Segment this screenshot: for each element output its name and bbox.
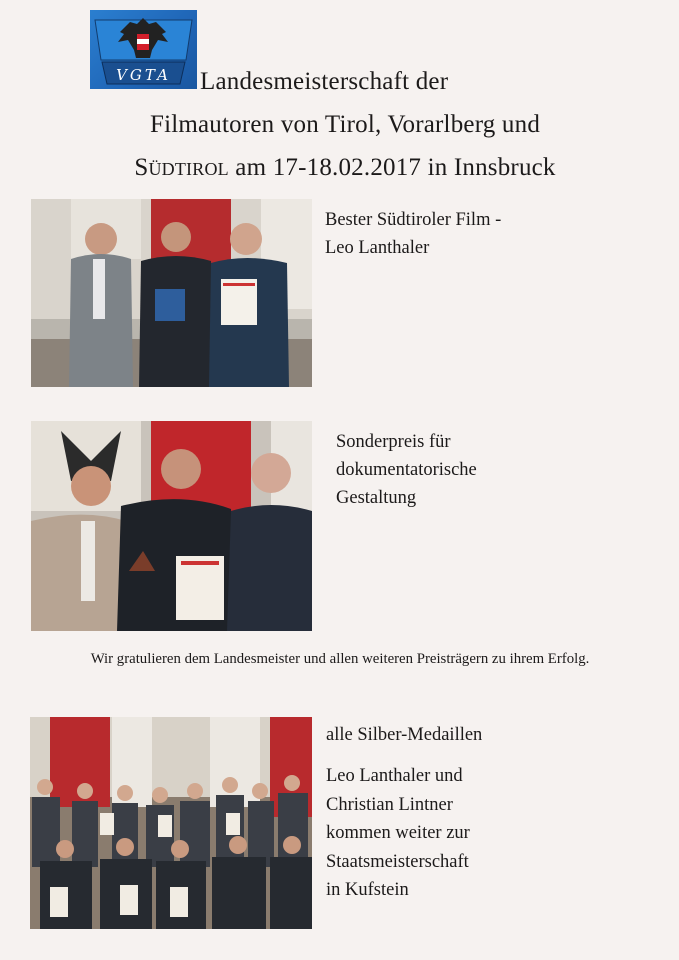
award-photo-special-prize <box>31 421 312 631</box>
page-title-line-1: Landesmeisterschaft der <box>200 68 449 95</box>
page-title-line-3 <box>30 146 660 189</box>
page-title-line-2: Filmautoren von Tirol, Vorarlberg und <box>149 111 541 138</box>
caption-line: kommen weiter zur <box>326 823 470 843</box>
caption-line: dokumentatorische <box>336 460 477 480</box>
caption-line: in Kufstein <box>326 880 409 900</box>
title-date-place: am 17-18.02.2017 in Innsbruck <box>235 154 556 181</box>
caption-line: Staatsmeisterschaft <box>326 851 469 872</box>
caption-line: Bester Südtiroler Film - <box>325 210 502 230</box>
award-photo-best-film <box>31 199 312 387</box>
logo-lettering: VGTA <box>116 66 171 84</box>
caption-silver-medals <box>326 721 482 749</box>
congratulations-text: Wir gratulieren dem Landesmeister und allen weiteren Preisträgern zu ihrem Erfolg. <box>90 651 590 667</box>
title-region: Südtirol <box>134 154 229 181</box>
vgta-logo <box>90 10 197 89</box>
caption-best-film <box>325 206 501 262</box>
caption-line: Christian Lintner <box>326 794 453 815</box>
caption-line: Sonderpreis für <box>336 432 451 452</box>
group-photo-silver-medals <box>30 717 312 929</box>
caption-line: Leo Lanthaler und <box>326 766 463 786</box>
caption-qualifiers <box>326 762 470 905</box>
caption-special-prize <box>336 428 477 512</box>
caption-line: Gestaltung <box>336 488 417 508</box>
caption-line: alle Silber-Medaillen <box>326 725 483 745</box>
caption-line: Leo Lanthaler <box>325 238 430 258</box>
